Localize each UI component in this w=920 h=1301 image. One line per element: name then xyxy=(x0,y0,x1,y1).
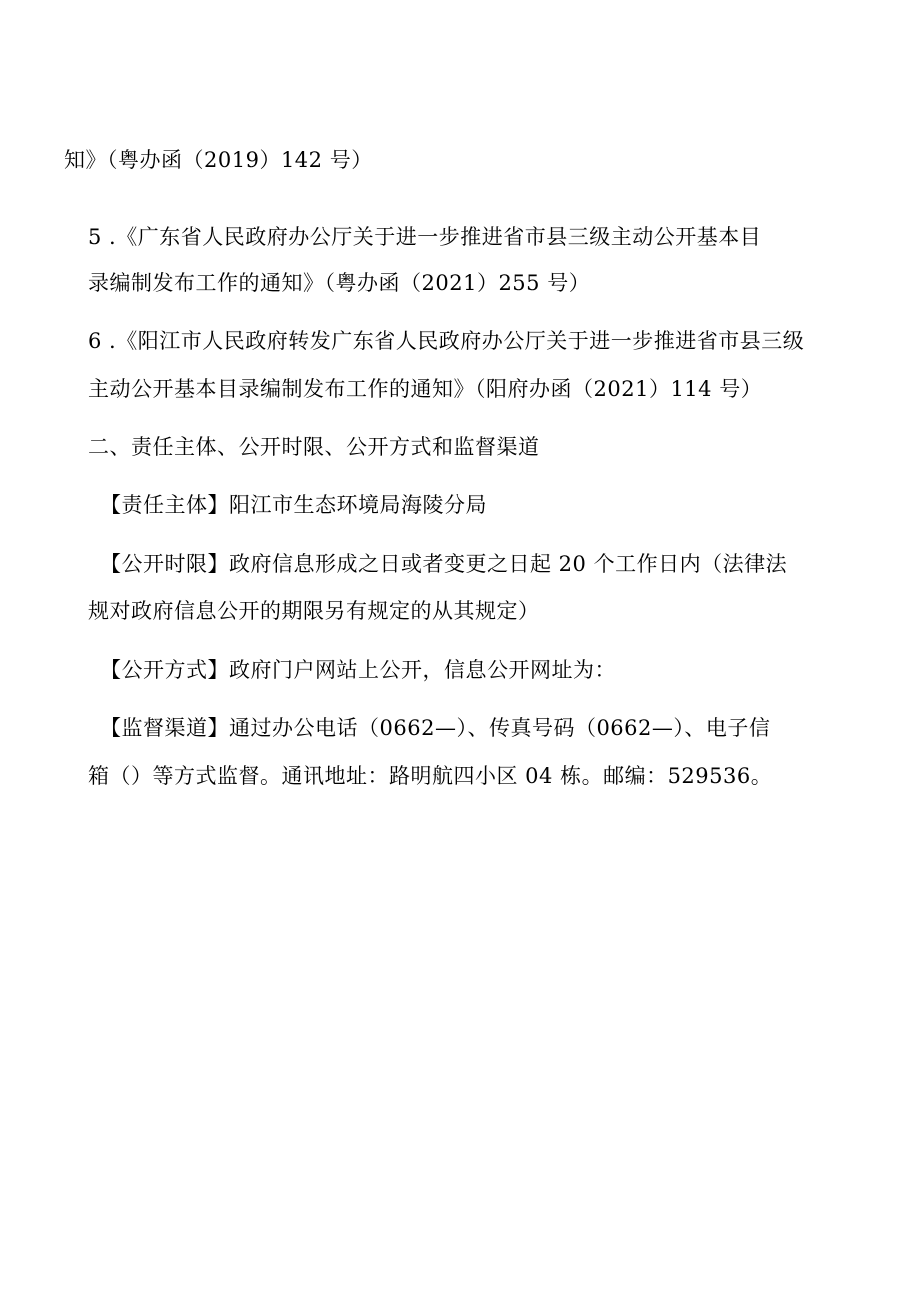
item-6-line-2: 主动公开基本目录编制发布工作的通知》（阳府办函（2021）114 号） xyxy=(88,377,763,401)
time-limit-line-1: 【公开时限】政府信息形成之日或者变更之日起 20 个工作日内（法律法 xyxy=(100,552,788,576)
supervision-line-1: 【监督渠道】通过办公电话（0662—）、传真号码（0662—）、电子信 xyxy=(100,716,771,740)
responsible-entity: 【责任主体】阳江市生态环境局海陵分局 xyxy=(100,493,487,517)
item-5-line-1: 5 .《广东省人民政府办公厅关于进一步推进省市县三级主动公开基本目 xyxy=(88,225,762,249)
section-2-heading: 二、责任主体、公开时限、公开方式和监督渠道 xyxy=(88,435,540,459)
item-5-line-2: 录编制发布工作的通知》（粤办函（2021）255 号） xyxy=(88,271,591,295)
time-limit-line-2: 规对政府信息公开的期限另有规定的从其规定） xyxy=(88,599,540,623)
publication-method: 【公开方式】政府门户网站上公开，信息公开网址为： xyxy=(100,658,616,682)
continuation-line: 知》（粤办函（2019）142 号） xyxy=(64,148,373,172)
item-6-line-1: 6 .《阳江市人民政府转发广东省人民政府办公厅关于进一步推进省市县三级 xyxy=(88,329,805,353)
supervision-line-2: 箱（）等方式监督。通讯地址：路明航四小区 04 栋。邮编：529536。 xyxy=(88,764,773,788)
